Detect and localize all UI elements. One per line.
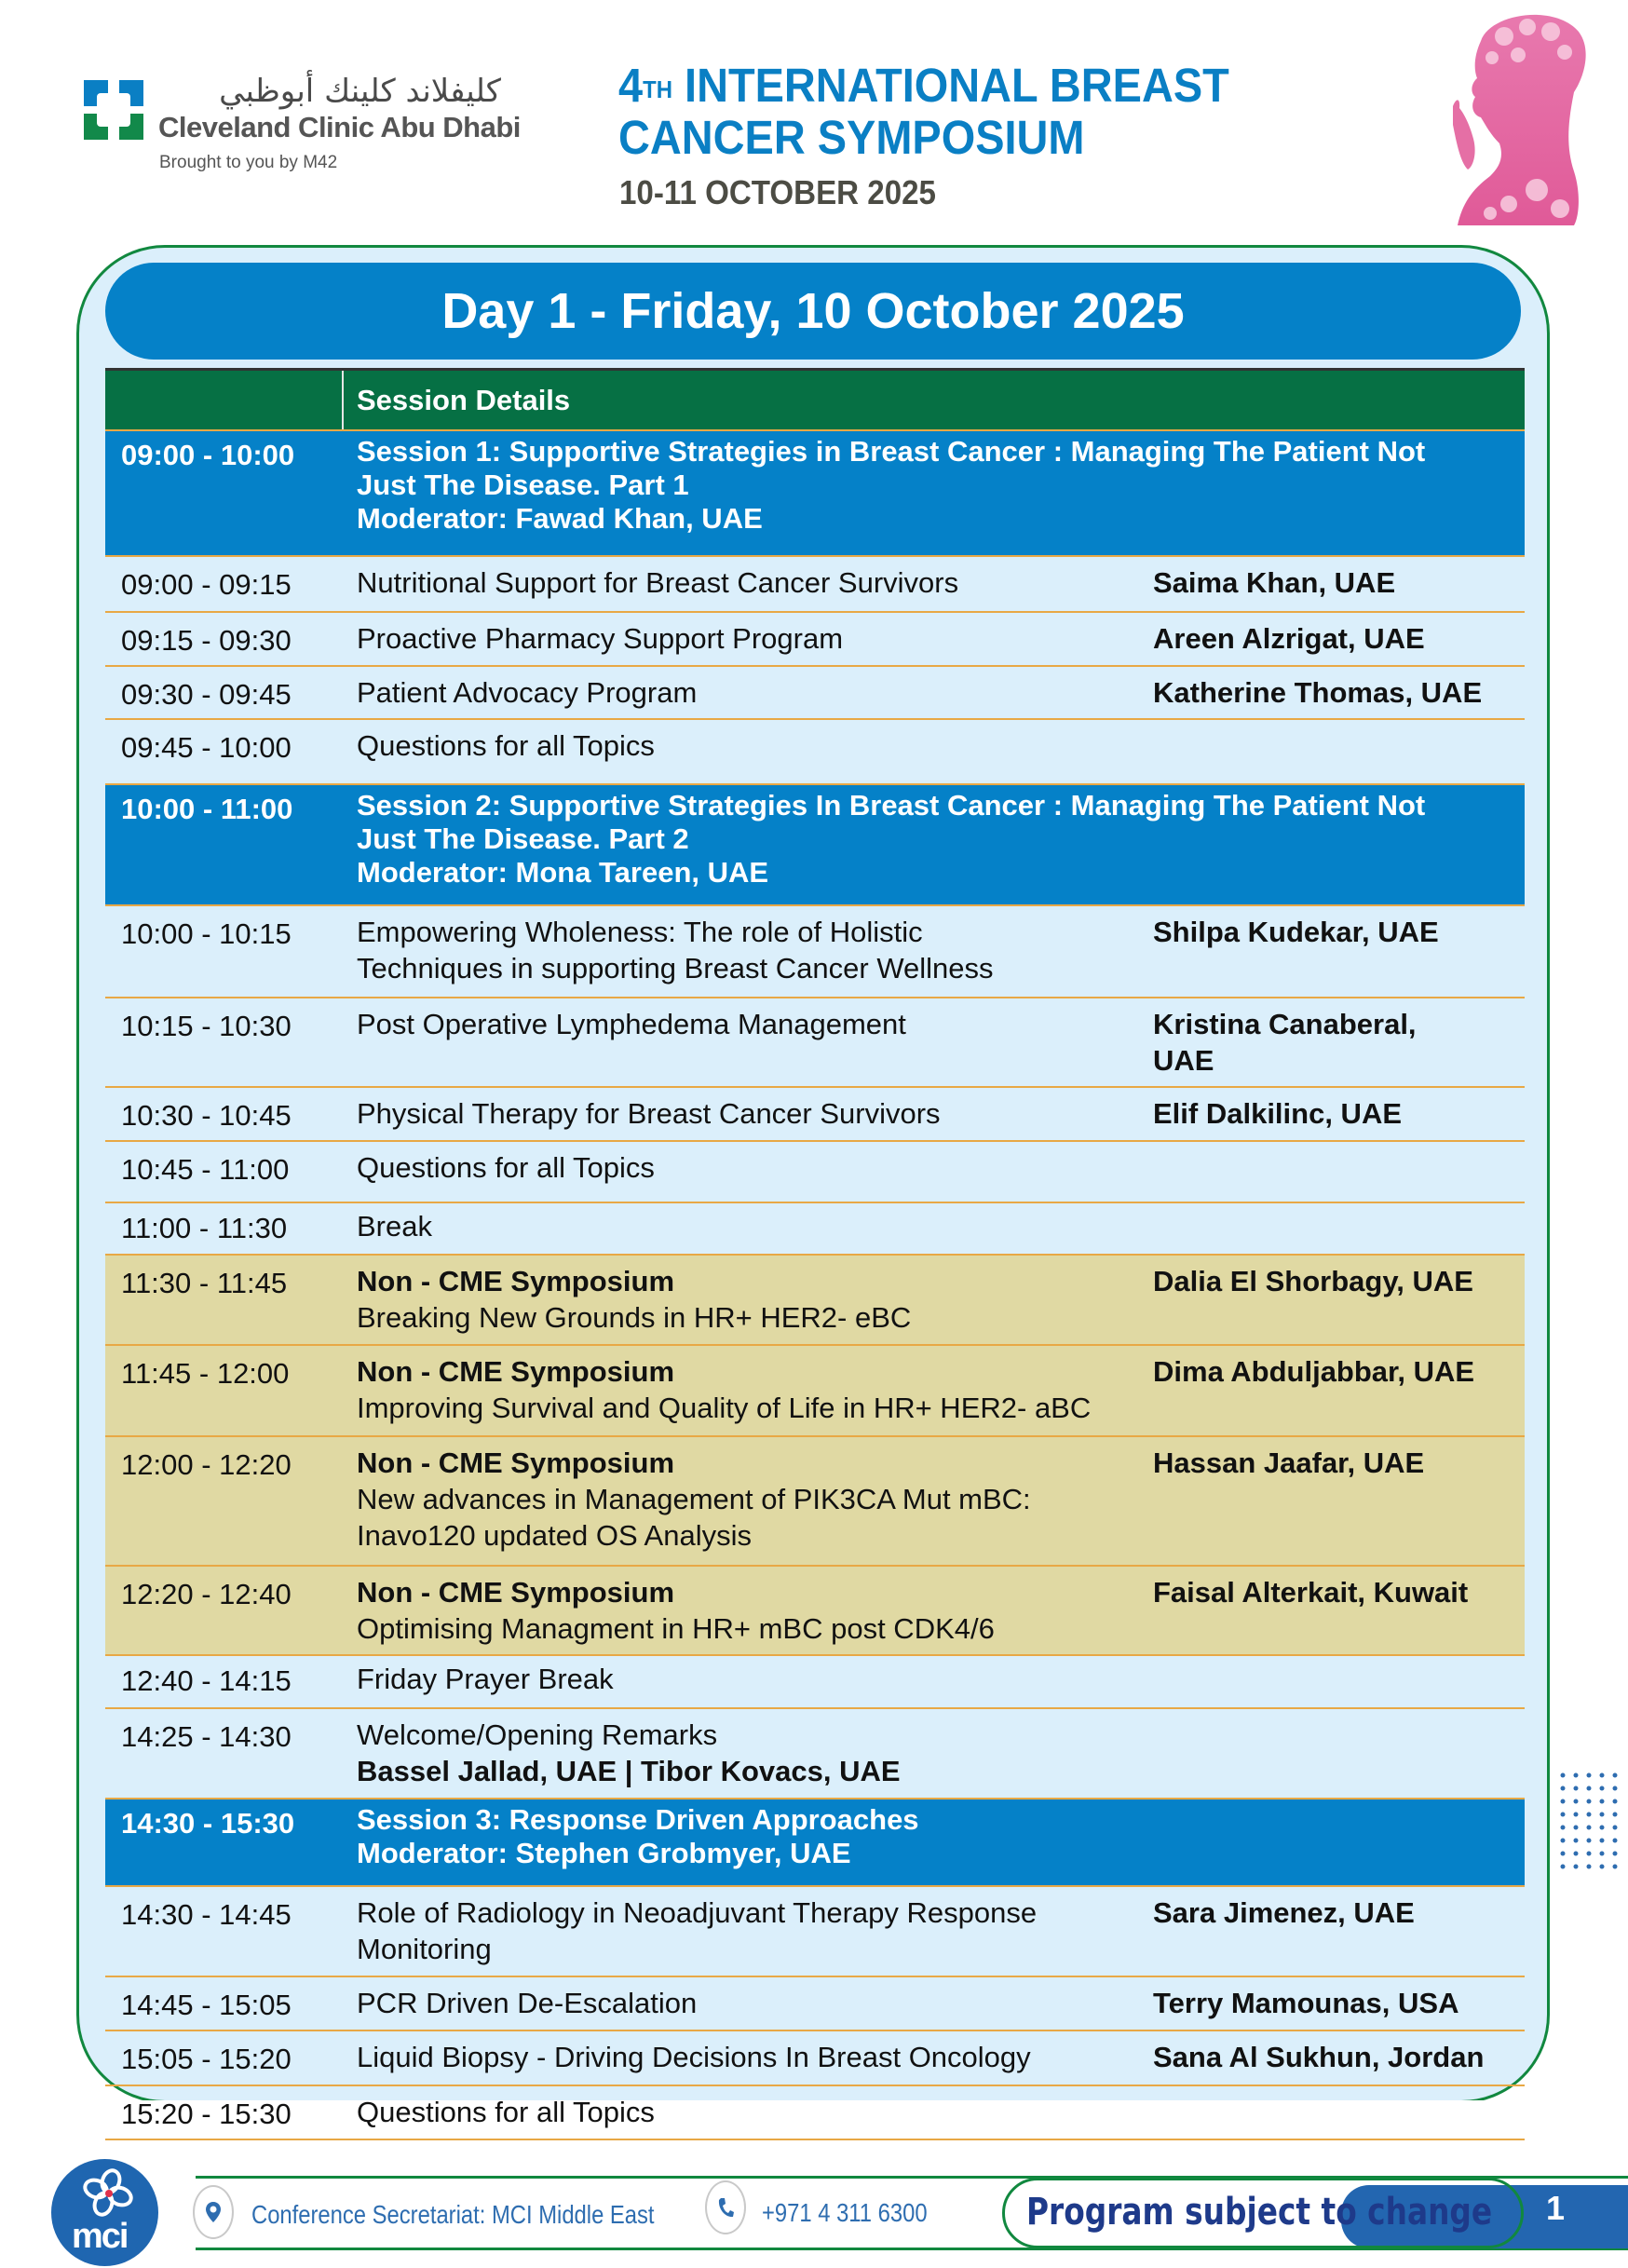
session-details	[357, 1263, 911, 1336]
speaker: Sana Al Sukhun, Jordan	[1153, 2041, 1485, 2073]
topic-line: Friday Prayer Break	[357, 1663, 614, 1695]
dot	[1561, 1865, 1566, 1869]
day-title: Day 1 - Friday, 10 October 2025	[441, 283, 1185, 339]
symposium-label: Non - CME Symposium	[357, 1576, 675, 1609]
header-session-details: Session Details	[357, 384, 571, 416]
time-slot: 10:30 - 10:45	[121, 1099, 292, 1132]
dot	[1561, 1773, 1566, 1778]
speaker: Faisal Alterkait, Kuwait	[1153, 1576, 1469, 1609]
topic-line: Role of Radiology in Neoadjuvant Therapy Response	[357, 1896, 1038, 1929]
session-details	[357, 914, 994, 986]
time-slot: 12:20 - 12:40	[121, 1578, 292, 1610]
speaker	[1153, 1006, 1417, 1079]
time-slot: 14:25 - 14:30	[121, 1720, 292, 1753]
dot	[1587, 1839, 1592, 1843]
session-details	[357, 1803, 919, 1870]
speaker: Saima Khan, UAE	[1153, 566, 1396, 599]
dot	[1574, 1852, 1579, 1856]
topic-line: Inavo120 updated OS Analysis	[357, 1519, 752, 1552]
topic-line: Techniques in supporting Breast Cancer Wellness	[357, 952, 994, 985]
mci-logo	[51, 2159, 158, 2266]
topic-line: Monitoring	[357, 1933, 492, 1965]
table-row	[105, 1088, 1525, 1142]
topic-line: Questions for all Topics	[357, 2096, 655, 2128]
dot	[1613, 1813, 1618, 1817]
time-slot: 14:45 - 15:05	[121, 1989, 292, 2021]
topic-line: Improving Survival and Quality of Life in HR+ HER2- aBC	[357, 1392, 1092, 1424]
page-number: 1	[1546, 2189, 1566, 2227]
dot	[1574, 1773, 1579, 1778]
session-details	[357, 435, 1425, 536]
table-row	[105, 613, 1525, 667]
dot	[1587, 1826, 1592, 1830]
dot	[1574, 1839, 1579, 1843]
symposium-row	[105, 1346, 1525, 1437]
table-row	[105, 557, 1525, 613]
day-banner	[105, 263, 1521, 360]
symposium-label: Non - CME Symposium	[357, 1355, 675, 1388]
session-details	[357, 1574, 995, 1647]
time-slot: 14:30 - 14:45	[121, 1898, 292, 1931]
dot	[1587, 1813, 1592, 1817]
table-row	[105, 720, 1525, 785]
speaker: Hassan Jaafar, UAE	[1153, 1446, 1425, 1479]
time-slot: 09:15 - 09:30	[121, 624, 292, 657]
dot	[1613, 1852, 1618, 1856]
dot	[1613, 1799, 1618, 1804]
dot	[1587, 1773, 1592, 1778]
woman-silhouette-image	[1416, 4, 1593, 227]
time-slot: 09:00 - 10:00	[121, 439, 295, 471]
event-title-line1: 4TH INTERNATIONAL BREAST	[618, 59, 1229, 112]
session-details	[357, 1661, 614, 1697]
time-slot: 10:45 - 11:00	[121, 1153, 290, 1186]
topic-line: Optimising Managment in HR+ mBC post CDK4/6	[357, 1612, 995, 1645]
speaker: Areen Alzrigat, UAE	[1153, 622, 1425, 655]
dot	[1600, 1799, 1605, 1804]
dot	[1600, 1839, 1605, 1843]
session-details	[357, 620, 843, 657]
dot	[1600, 1826, 1605, 1830]
session-details	[357, 1353, 1091, 1426]
dot	[1613, 1826, 1618, 1830]
logo-arabic-name: كليفلاند كلينك أبوظبي	[219, 73, 501, 110]
speaker: Dima Abduljabbar, UAE	[1153, 1355, 1475, 1388]
topic-line: Post Operative Lymphedema Management	[357, 1008, 906, 1040]
table-row	[105, 1142, 1525, 1203]
topic-line: Questions for all Topics	[357, 729, 655, 762]
table-row	[105, 667, 1525, 720]
time-slot: 11:00 - 11:30	[121, 1212, 288, 1244]
time-slot: 12:40 - 14:15	[121, 1664, 292, 1697]
speaker: Dalia El Shorbagy, UAE	[1153, 1265, 1473, 1297]
topic-line: Just The Disease. Part 1	[357, 469, 689, 501]
time-slot: 15:20 - 15:30	[121, 2098, 292, 2130]
topic-line: Session 1: Supportive Strategies in Breast Cancer : Managing The Patient Not	[357, 435, 1426, 468]
session-row	[105, 1799, 1525, 1887]
time-slot: 09:00 - 09:15	[121, 568, 292, 601]
mci-flower-icon	[51, 2159, 158, 2224]
topic-line: Physical Therapy for Breast Cancer Survivors	[357, 1097, 941, 1130]
event-title-line2: CANCER SYMPOSIUM	[618, 111, 1085, 164]
dot	[1600, 1852, 1605, 1856]
topic-line: Moderator: Mona Tareen, UAE	[357, 856, 769, 889]
speaker: Katherine Thomas, UAE	[1153, 676, 1483, 709]
topic-line: Moderator: Fawad Khan, UAE	[357, 502, 763, 535]
dot	[1561, 1839, 1566, 1843]
dot	[1613, 1865, 1618, 1869]
topic-line: New advances in Management of PIK3CA Mut mBC:	[357, 1483, 1031, 1515]
dot	[1587, 1786, 1592, 1791]
dot	[1613, 1839, 1618, 1843]
time-slot: 09:45 - 10:00	[121, 731, 292, 764]
table-row	[105, 2031, 1525, 2086]
session-details	[357, 1445, 1031, 1554]
topic-line: Patient Advocacy Program	[357, 676, 698, 709]
phone-number[interactable]: +971 4 311 6300	[762, 2198, 928, 2227]
break-row	[105, 1203, 1525, 1256]
dot	[1600, 1786, 1605, 1791]
table-header-row	[105, 368, 1525, 431]
dot	[1574, 1826, 1579, 1830]
session-details	[357, 1895, 1037, 1967]
speaker: Shilpa Kudekar, UAE	[1153, 916, 1439, 948]
topic-line: Proactive Pharmacy Support Program	[357, 622, 844, 655]
symposium-label: Non - CME Symposium	[357, 1265, 675, 1297]
conference-secretariat: Conference Secretariat: MCI Middle East	[251, 2200, 655, 2229]
topic-line: Nutritional Support for Breast Cancer Survivors	[357, 566, 959, 599]
dot	[1600, 1813, 1605, 1817]
dot	[1574, 1813, 1579, 1817]
dot	[1600, 1773, 1605, 1778]
dot	[1561, 1852, 1566, 1856]
session-details	[357, 2094, 655, 2130]
speaker-line: UAE	[1153, 1044, 1214, 1077]
session-details	[357, 1717, 901, 1789]
dot	[1561, 1799, 1566, 1804]
time-slot: 10:15 - 10:30	[121, 1010, 292, 1042]
dot-grid-decoration	[1557, 1770, 1622, 1872]
dot	[1561, 1786, 1566, 1791]
phone-icon	[705, 2180, 746, 2234]
dot	[1613, 1773, 1618, 1778]
topic-line: PCR Driven De-Escalation	[357, 1987, 698, 2019]
speaker: Sara Jimenez, UAE	[1153, 1896, 1415, 1929]
time-slot: 11:45 - 12:00	[121, 1357, 290, 1390]
dot	[1600, 1865, 1605, 1869]
topic-line: Empowering Wholeness: The role of Holistic	[357, 916, 923, 948]
session-details	[357, 2039, 1031, 2075]
column-divider	[342, 371, 344, 429]
time-slot: 10:00 - 11:00	[121, 793, 293, 825]
table-row	[105, 2086, 1525, 2140]
program-notice: Program subject to change	[1026, 2191, 1493, 2234]
session-details	[357, 564, 958, 601]
time-slot: 14:30 - 15:30	[121, 1807, 295, 1840]
table-row	[105, 1887, 1525, 1977]
topic-line: Break	[357, 1210, 432, 1243]
table-row	[105, 906, 1525, 998]
speakers-line: Bassel Jallad, UAE | Tibor Kovacs, UAE	[357, 1755, 901, 1787]
topic-line: Breaking New Grounds in HR+ HER2- eBC	[357, 1301, 912, 1334]
symposium-row	[105, 1437, 1525, 1567]
dot	[1613, 1786, 1618, 1791]
session-row	[105, 431, 1525, 557]
dot	[1561, 1813, 1566, 1817]
time-slot: 10:00 - 10:15	[121, 917, 292, 950]
session-details	[357, 1208, 432, 1244]
topic-line: Session 3: Response Driven Approaches	[357, 1803, 919, 1836]
time-slot: 15:05 - 15:20	[121, 2043, 292, 2075]
session-details	[357, 1985, 697, 2021]
event-dates: 10-11 OCTOBER 2025	[619, 173, 936, 211]
session-row	[105, 785, 1525, 906]
session-details	[357, 1006, 906, 1042]
dot	[1574, 1799, 1579, 1804]
topic-line: Welcome/Opening Remarks	[357, 1718, 718, 1751]
speaker-line: Kristina Canaberal,	[1153, 1008, 1417, 1040]
table-row	[105, 998, 1525, 1088]
topic-line: Just The Disease. Part 2	[357, 822, 689, 855]
logo-tagline: Brought to you by M42	[159, 153, 338, 172]
time-slot: 12:00 - 12:20	[121, 1448, 292, 1481]
topic-line: Liquid Biopsy - Driving Decisions In Breast Oncology	[357, 2041, 1031, 2073]
dot	[1574, 1786, 1579, 1791]
time-slot: 11:30 - 11:45	[121, 1267, 288, 1299]
location-pin-icon	[193, 2185, 234, 2239]
table-row	[105, 1709, 1525, 1799]
symposium-row	[105, 1567, 1525, 1656]
dot	[1561, 1826, 1566, 1830]
break-row	[105, 1656, 1525, 1709]
topic-line: Session 2: Supportive Strategies In Breast Cancer : Managing The Patient Not	[357, 789, 1426, 822]
session-details	[357, 789, 1425, 890]
topic-line: Questions for all Topics	[357, 1151, 655, 1184]
session-details	[357, 1095, 941, 1132]
dot	[1587, 1799, 1592, 1804]
logo-english-name: Cleveland Clinic Abu Dhabi	[158, 111, 521, 143]
topic-line: Moderator: Stephen Grobmyer, UAE	[357, 1837, 851, 1869]
symposium-label: Non - CME Symposium	[357, 1446, 675, 1479]
session-details	[357, 674, 697, 711]
dot	[1574, 1865, 1579, 1869]
time-slot: 09:30 - 09:45	[121, 678, 292, 711]
symposium-row	[105, 1256, 1525, 1346]
session-details	[357, 1149, 655, 1186]
dot	[1587, 1865, 1592, 1869]
cleveland-clinic-logo-icon	[80, 76, 147, 143]
session-details	[357, 727, 655, 764]
mci-logo-text: mci	[72, 2217, 128, 2256]
speaker: Elif Dalkilinc, UAE	[1153, 1097, 1403, 1130]
table-row	[105, 1977, 1525, 2031]
speaker: Terry Mamounas, USA	[1153, 1987, 1459, 2019]
dot	[1587, 1852, 1592, 1856]
